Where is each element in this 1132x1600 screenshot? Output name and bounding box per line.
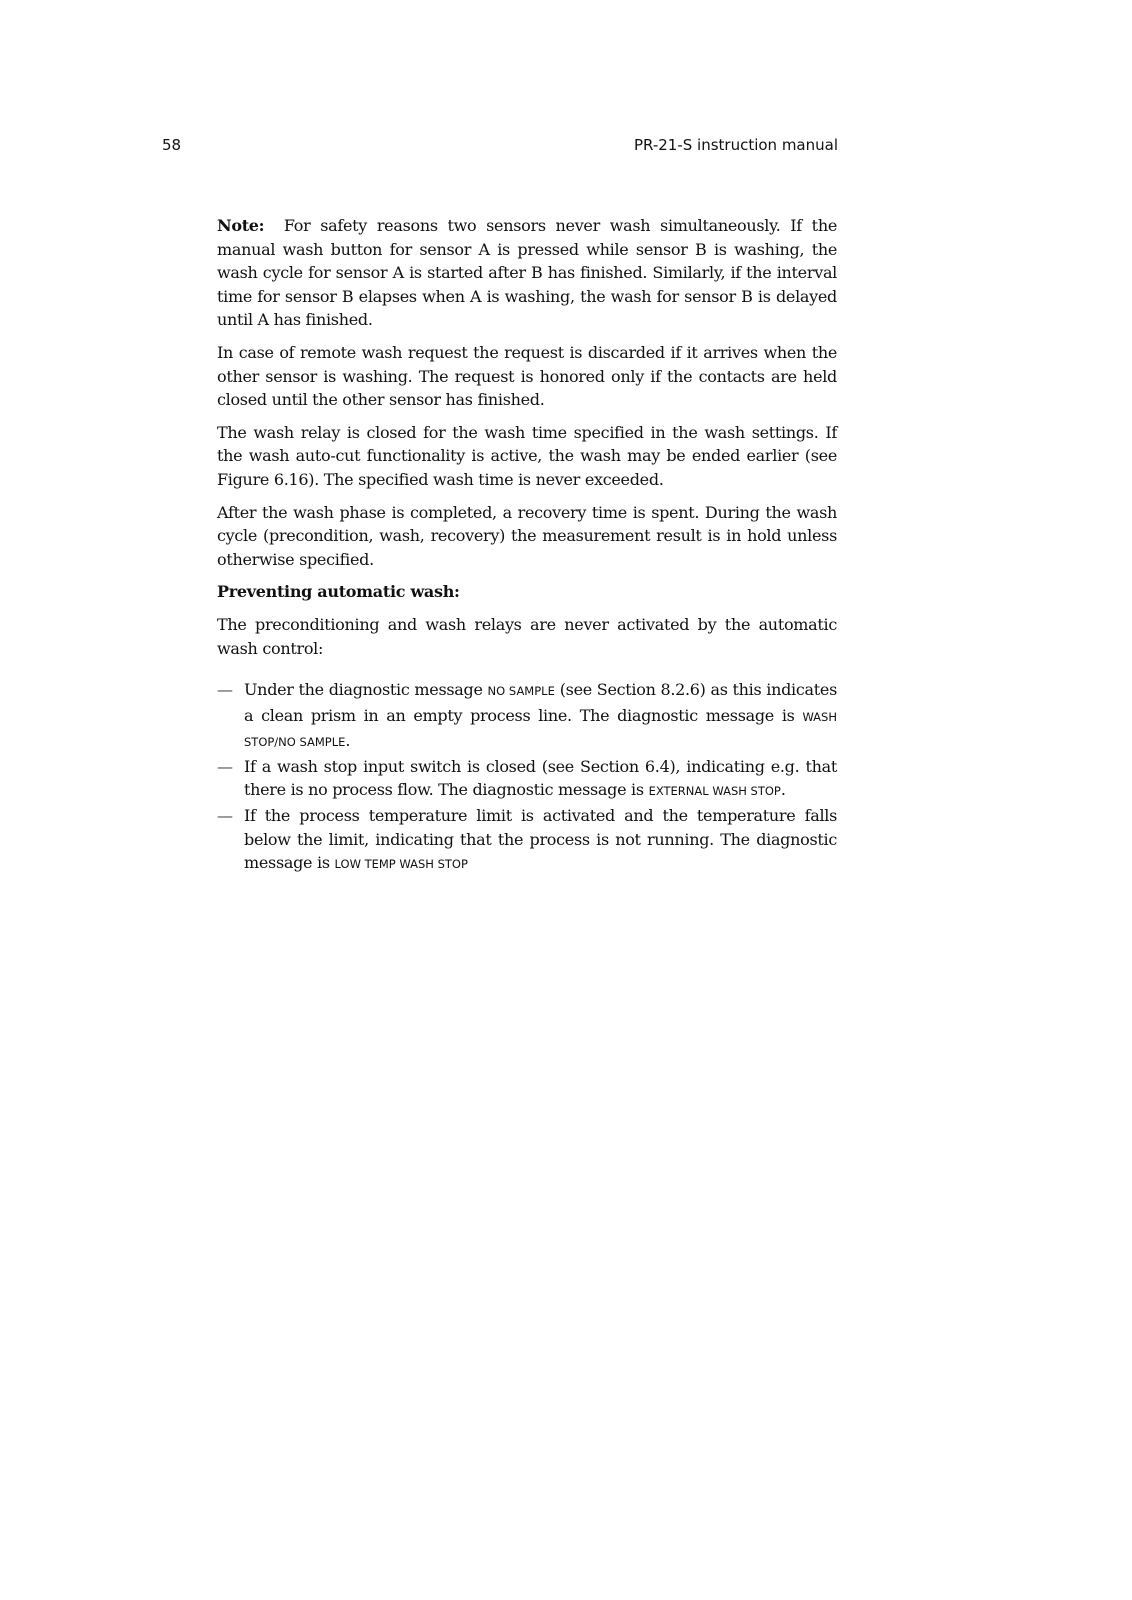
dash-list	[217, 678, 837, 877]
list-item-text: .	[780, 780, 786, 800]
diagnostic-message: NO SAMPLE	[487, 684, 555, 699]
paragraph-wash-relay: The wash relay is closed for the wash time specified in the wash settings. If the wash auto-cut functionality is active, the wash may be ended earlier (see Figure 6.16). The specified wash time is never exceeded.	[217, 422, 837, 489]
running-title: PR-21-S instruction manual	[633, 136, 838, 154]
dash-bullet: —	[217, 680, 233, 700]
list-item-text: If the process temperature limit is activated and the temperature falls below the limit, indicating that the process is not running. The diagnostic message is	[244, 806, 837, 873]
diagnostic-message: WASH STOP/NO SAMPLE	[244, 709, 837, 750]
list-item	[217, 755, 837, 804]
diagnostic-message: EXTERNAL WASH STOP	[648, 784, 781, 799]
note-paragraph	[217, 214, 837, 332]
list-item	[217, 678, 837, 755]
paragraph-intro: The preconditioning and wash relays are never activated by the automatic wash control:	[217, 614, 837, 658]
running-header	[162, 136, 838, 158]
note-label: Note:	[217, 216, 265, 235]
list-item	[217, 804, 837, 877]
note-text: For safety reasons two sensors never wash simultaneously. If the manual wash button for sensor A is pressed while sensor B is washing, the wash cycle for sensor A is started after B has finished. Similarly, if the interval time for sensor B elapses when A is washing, the wash for sensor B is delayed until A has finished.	[217, 216, 837, 330]
dash-bullet: —	[217, 806, 233, 826]
dash-bullet: —	[217, 756, 233, 776]
list-item-text: .	[345, 731, 351, 751]
list-item-text: If a wash stop input switch is closed (see Section 6.4), indicating e.g. that there is no process flow. The diagnostic message is	[244, 756, 837, 800]
body-text	[217, 214, 837, 877]
paragraph-remote-wash: In case of remote wash request the request is discarded if it arrives when the other sensor is washing. The request is honored only if the contacts are held closed until the other sensor has finished.	[217, 342, 837, 410]
list-item-text: (see Section 8.2.6) as this indicates a clean prism in an empty process line. The diagnostic message is	[244, 680, 837, 725]
paragraph-recovery: After the wash phase is completed, a recovery time is spent. During the wash cycle (precondition, wash, recovery) the measurement result is in hold unless otherwise specified.	[217, 502, 837, 569]
page-number: 58	[162, 136, 182, 154]
diagnostic-message: LOW TEMP WASH STOP	[334, 857, 468, 872]
list-item-text: Under the diagnostic message	[244, 680, 488, 700]
subheading: Preventing automatic wash:	[217, 582, 460, 602]
